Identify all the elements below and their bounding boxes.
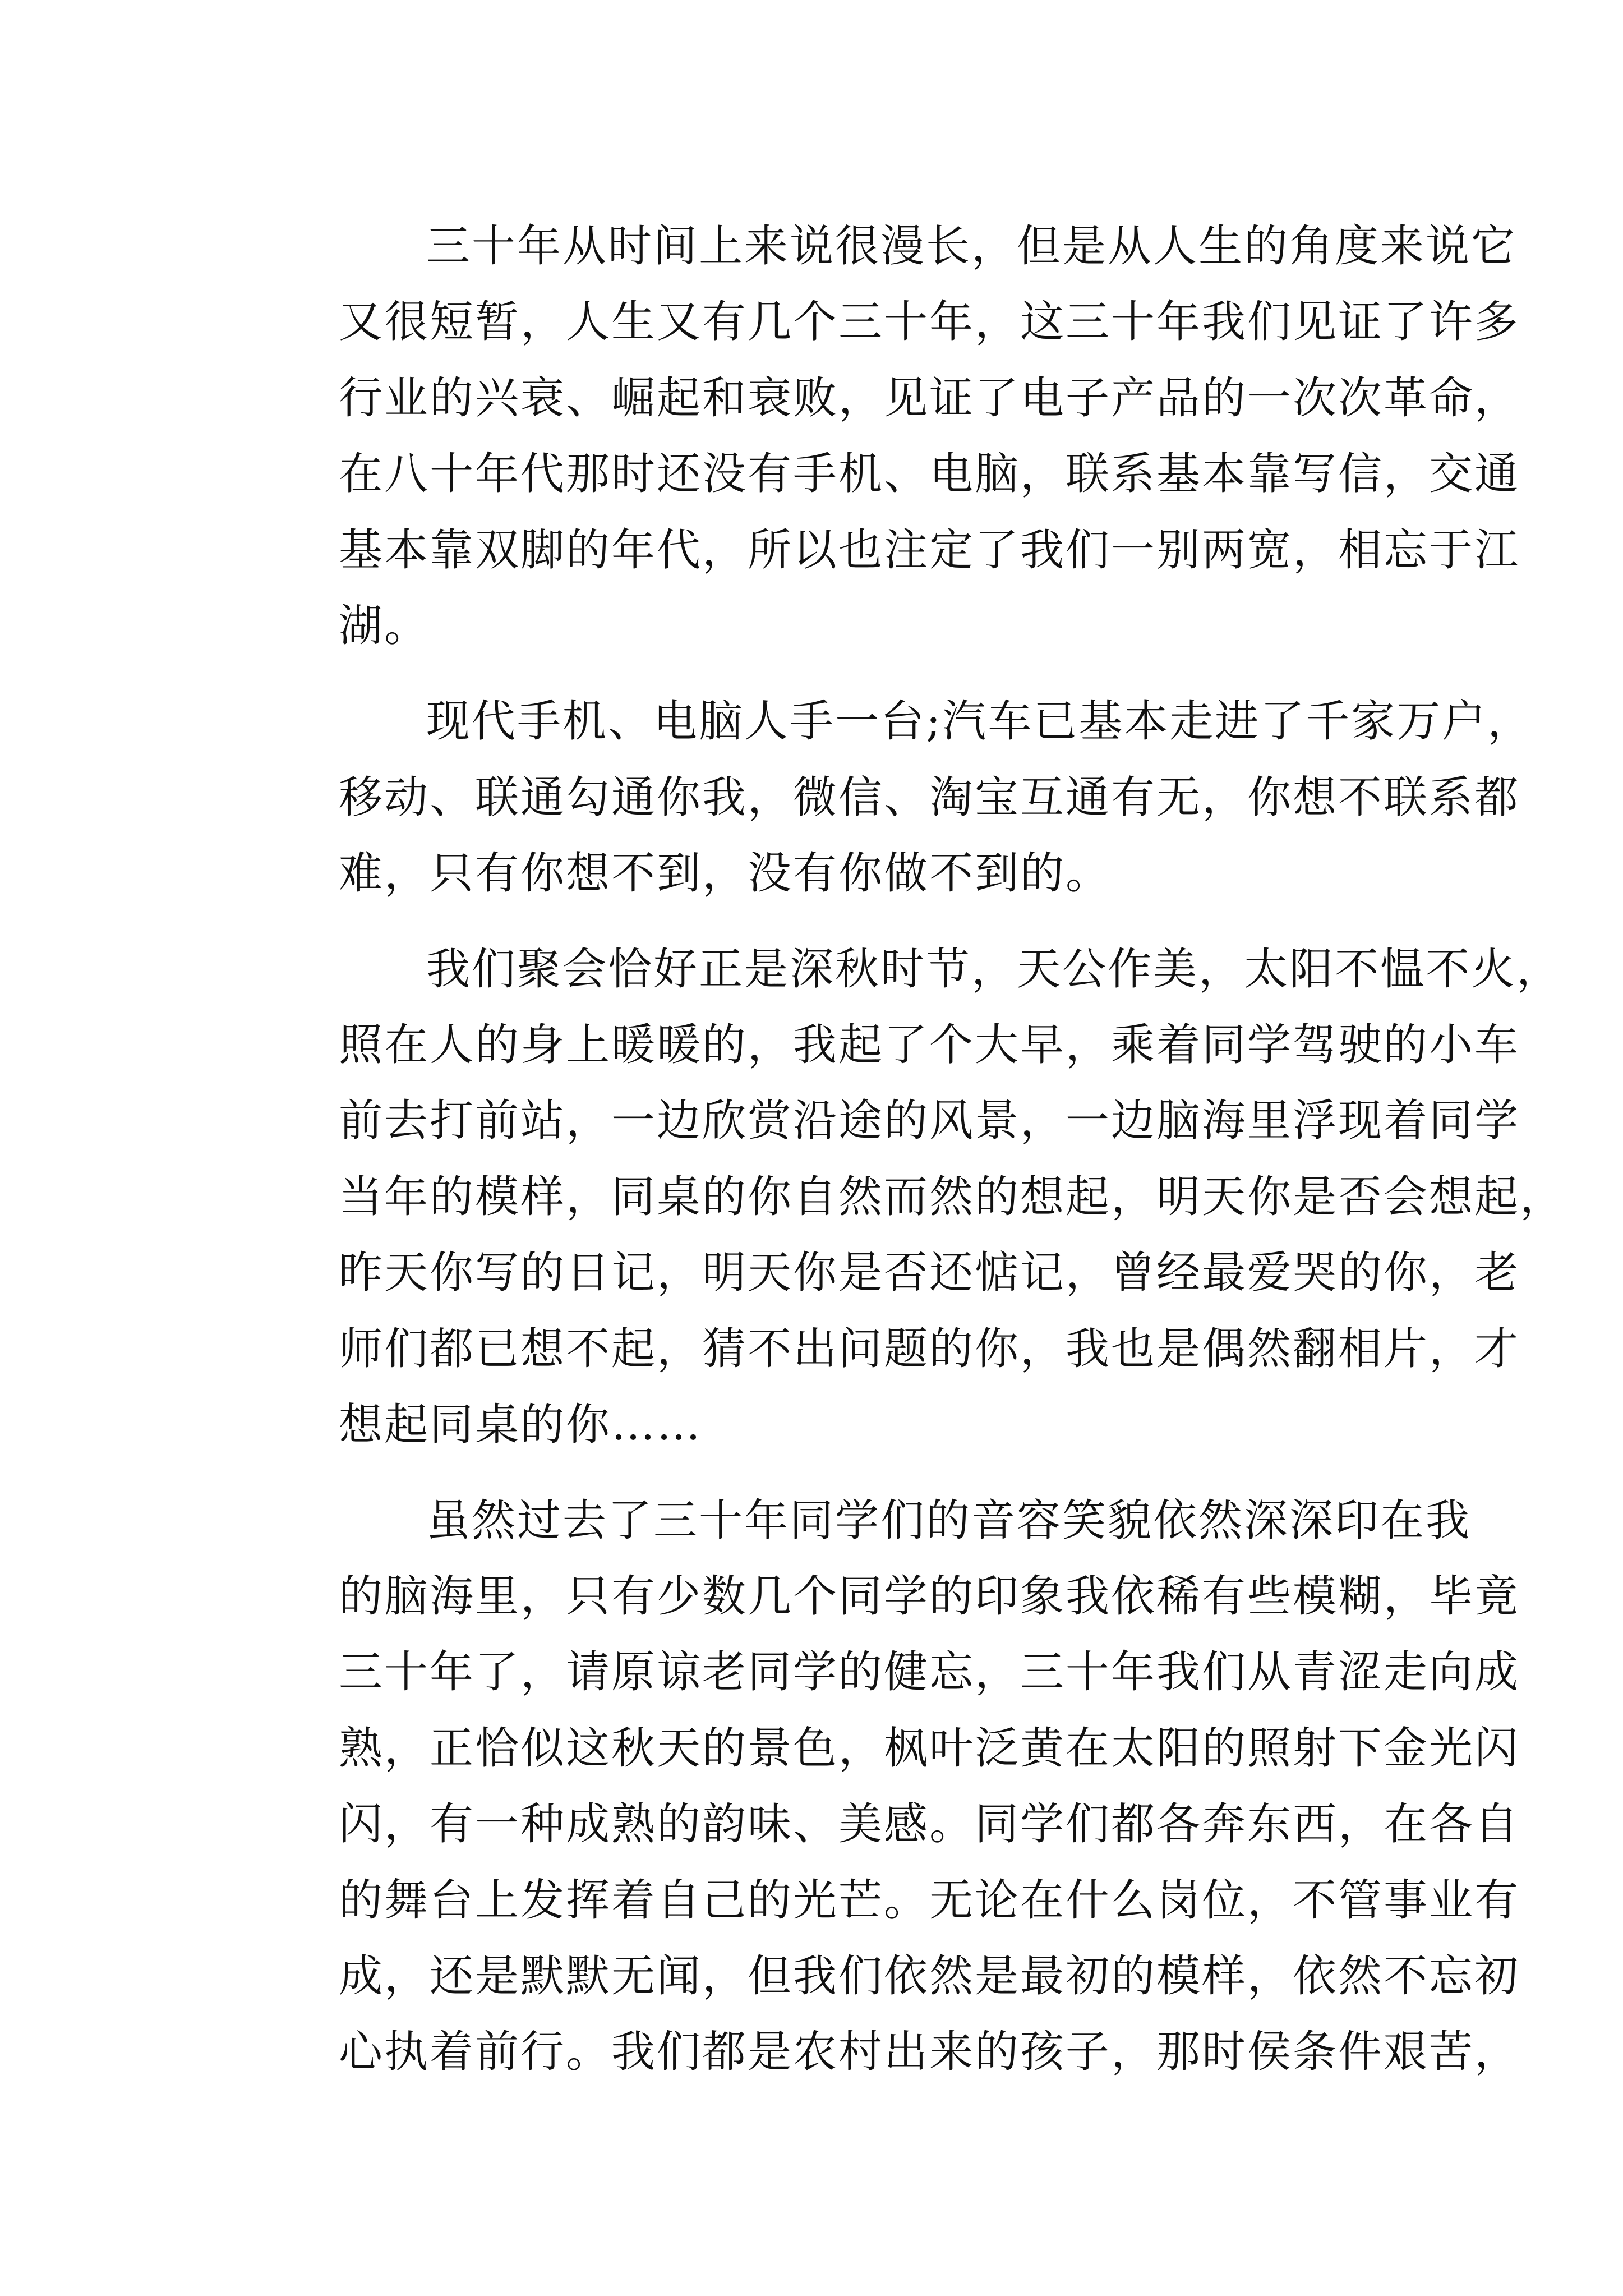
text-line: 三十年从时间上来说很漫长，但是从人生的角度来说它 xyxy=(426,221,1517,272)
text-line: 湖。 xyxy=(339,601,430,652)
text-line: 的舞台上发挥着自己的光芒。无论在什么岗位，不管事业有 xyxy=(339,1875,1520,1926)
text-line: 心执着前行。我们都是农村出来的孩子，那时侯条件艰苦， xyxy=(339,2027,1520,2078)
paragraph-1 xyxy=(251,209,1520,664)
text-line: 成，还是默默无闻，但我们依然是最初的模样，依然不忘初 xyxy=(339,1950,1520,2001)
text-line: 熟，正恰似这秋天的景色，枫叶泛黄在太阳的照射下金光闪 xyxy=(339,1723,1520,1774)
text-line: 我们聚会恰好正是深秋时节，天公作美，太阳不愠不火， xyxy=(426,944,1562,995)
text-line: 三十年了，请原谅老同学的健忘，三十年我们从青涩走向成 xyxy=(339,1647,1520,1698)
text-line: 现代手机、电脑人手一台;汽车已基本走进了千家万户， xyxy=(426,696,1533,747)
paragraph-2 xyxy=(251,684,1533,912)
text-line: 行业的兴衰、崛起和衰败，见证了电子产品的一次次革命， xyxy=(339,372,1520,424)
paragraph-4 xyxy=(251,1483,1520,2091)
text-line: 又很短暂，人生又有几个三十年，这三十年我们见证了许多 xyxy=(339,297,1520,348)
text-line: 难，只有你想不到，没有你做不到的。 xyxy=(339,848,1112,899)
text-line: 前去打前站，一边欣赏沿途的风景，一边脑海里浮现着同学 xyxy=(339,1096,1520,1147)
text-line: 昨天你写的日记，明天你是否还惦记，曾经最爱哭的你，老 xyxy=(339,1248,1520,1299)
text-line: 基本靠双脚的年代，所以也注定了我们一别两宽，相忘于江 xyxy=(339,524,1520,576)
text-line: 想起同桌的你…… xyxy=(339,1400,703,1451)
text-line: 移动、联通勾通你我，微信、淘宝互通有无，你想不联系都 xyxy=(339,772,1520,823)
text-line: 的脑海里，只有少数几个同学的印象我依稀有些模糊，毕竟 xyxy=(339,1571,1520,1622)
text-line: 当年的模样，同桌的你自然而然的想起，明天你是否会想起， xyxy=(339,1171,1566,1222)
text-line: 虽然过去了三十年同学们的音容笑貌依然深深印在我 xyxy=(426,1495,1472,1546)
body-text xyxy=(251,209,1566,2091)
text-line: 照在人的身上暖暖的，我起了个大早，乘着同学驾驶的小车 xyxy=(339,1020,1520,1071)
text-line: 在八十年代那时还没有手机、电脑，联系基本靠写信，交通 xyxy=(339,449,1520,500)
text-line: 师们都已想不起，猜不出问题的你，我也是偶然翻相片，才 xyxy=(339,1323,1520,1374)
paragraph-3 xyxy=(251,932,1566,1464)
text-line: 闪，有一种成熟的韵味、美感。同学们都各奔东西，在各自 xyxy=(339,1799,1520,1850)
